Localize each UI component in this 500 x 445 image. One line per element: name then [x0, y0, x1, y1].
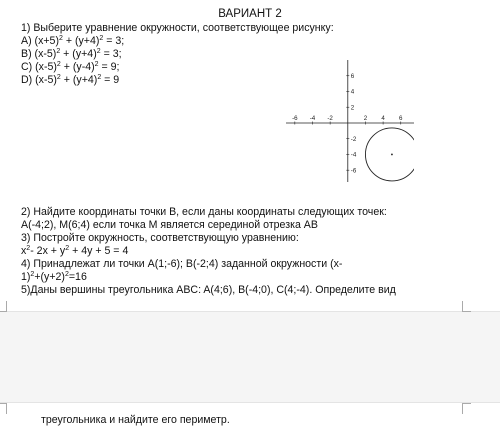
exponent: 2 [64, 271, 69, 278]
y-tick-label: 4 [350, 88, 355, 96]
variant-title: ВАРИАНТ 2 [218, 8, 282, 20]
circle-shape [365, 128, 414, 181]
option-d-prefix: D) (x-5) [21, 74, 57, 86]
task3-line1: 3) Постройте окружность, соответствующую уравнению: [21, 232, 299, 244]
task3-equation [21, 245, 128, 258]
option-c-prefix: C) (x-5) [21, 61, 57, 73]
task4-line2-mid: +(y+2) [34, 271, 65, 283]
circle-center-point [391, 154, 393, 156]
x-tick-label: -6 [292, 114, 298, 122]
exponent: 2 [96, 48, 101, 55]
exponent: 2 [58, 35, 63, 42]
page-corner-mark [462, 403, 471, 414]
option-b-mid: + (y+4) [60, 48, 97, 60]
task1-option-b [21, 48, 122, 61]
task4-line2 [21, 271, 87, 284]
exponent: 2 [26, 245, 31, 252]
task5-line1: 5)Даны вершины треугольника ABC: A(4;6), B(-4;0), C(4;-4). Определите вид [21, 284, 396, 296]
task1-option-c [21, 61, 120, 74]
page-separator [0, 311, 500, 403]
y-tick-label: -4 [350, 151, 357, 159]
option-c-mid: + (y-4) [60, 61, 95, 73]
exponent: 2 [56, 74, 61, 81]
y-tick-label: -6 [350, 167, 357, 175]
option-d-mid: + (y+4) [60, 74, 98, 86]
page-corner-mark [0, 301, 7, 312]
task4-line2-start: 1) [21, 271, 31, 283]
y-tick-label: -2 [350, 135, 357, 143]
task4-line2-end: =16 [68, 271, 87, 283]
option-c-end: = 9; [98, 61, 120, 73]
y-tick-label: 6 [350, 72, 355, 80]
coordinate-plane-diagram [286, 60, 414, 182]
option-b-end: = 3; [100, 48, 122, 60]
exponent: 2 [97, 74, 102, 81]
task5-line2: треугольника и найдите его периметр. [41, 414, 230, 426]
eq-end: + 4y + 5 = 4 [69, 245, 129, 257]
x-tick-label: -4 [309, 114, 316, 122]
y-tick-label: 2 [350, 104, 355, 112]
task2-line2: A(-4;2), M(6;4) если точка M является серединой отрезка AB [21, 219, 318, 231]
page-separator-top-edge [0, 311, 500, 312]
page-separator-bottom-edge [0, 402, 500, 403]
eq-x: x [21, 245, 27, 257]
eq-mid: - 2x + y [30, 245, 66, 257]
exponent: 2 [94, 61, 99, 68]
task2-line1: 2) Найдите координаты точки B, если даны координаты следующих точек: [21, 206, 387, 218]
x-tick-label: 4 [381, 114, 385, 122]
exponent: 2 [99, 35, 104, 42]
exponent: 2 [56, 48, 61, 55]
x-tick-label: 2 [363, 114, 368, 122]
page-corner-mark [462, 301, 471, 312]
option-a-prefix: A) (x+5) [21, 35, 59, 47]
x-tick-label: 6 [399, 114, 403, 122]
option-a-end: = 3; [103, 35, 125, 47]
task1-option-d [21, 74, 119, 87]
exponent: 2 [56, 61, 61, 68]
task1-question: 1) Выберите уравнение окружности, соответствующее рисунку: [21, 22, 334, 34]
x-tick-label: -2 [327, 114, 333, 122]
task1-option-a [21, 35, 124, 48]
option-a-mid: + (y+4) [62, 35, 100, 47]
option-d-end: = 9 [101, 74, 120, 86]
exponent: 2 [65, 245, 70, 252]
page-corner-mark [0, 403, 7, 414]
option-b-prefix: B) (x-5) [21, 48, 57, 60]
task4-line1: 4) Принадлежат ли точки A(1;-6); B(-2;4) заданной окружности (x- [21, 258, 343, 270]
exponent: 2 [30, 271, 35, 278]
